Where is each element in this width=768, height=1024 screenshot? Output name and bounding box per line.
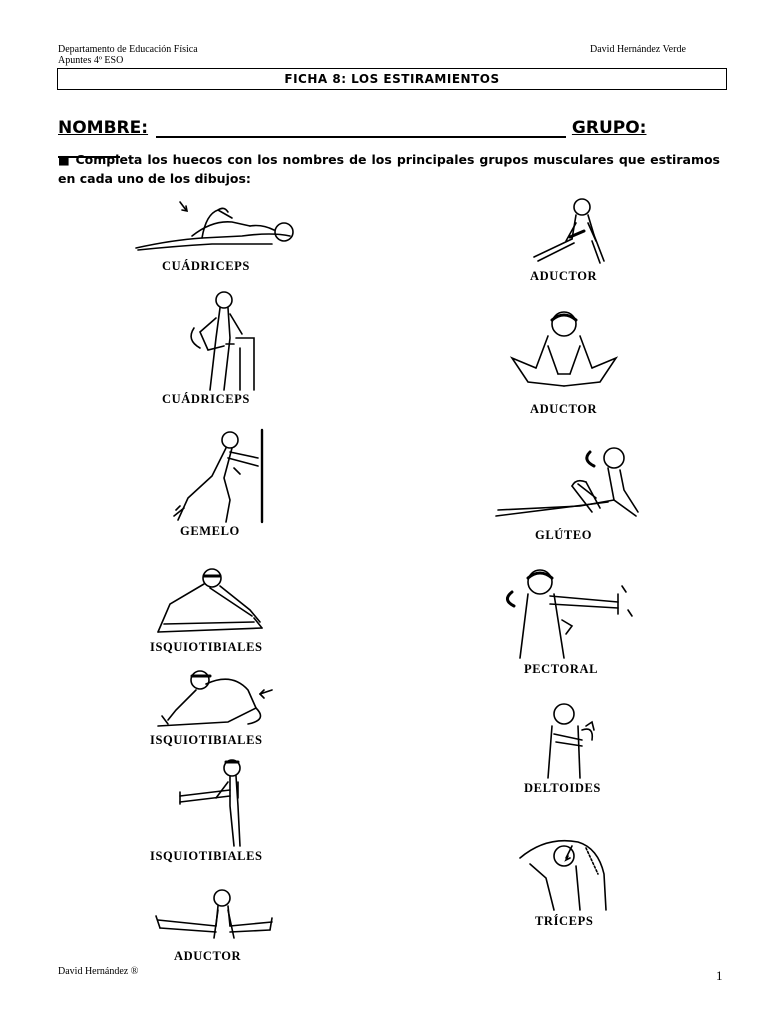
figure-calf-stretch	[170, 428, 270, 524]
label-right-4: PECTORAL	[524, 662, 599, 676]
page-title: FICHA 8: LOS ESTIRAMIENTOS	[57, 68, 727, 90]
figure-butterfly-adductor	[508, 306, 620, 396]
figure-seated-hamstring-2	[152, 664, 276, 732]
figure-lying-quad-stretch	[132, 192, 302, 258]
figure-seated-hamstring-1	[150, 564, 266, 636]
figure-standing-quad-stretch	[180, 288, 260, 394]
label-left-7: ADUCTOR	[174, 949, 242, 963]
header-author: David Hernández Verde	[590, 44, 686, 55]
label-right-1: ADUCTOR	[530, 269, 598, 283]
group-label: GRUPO:	[571, 118, 647, 138]
figure-seated-glute	[490, 440, 642, 524]
department-text: Departamento de Educación Física	[58, 44, 198, 55]
label-right-6: TRÍCEPS	[535, 914, 594, 928]
label-left-2: CUÁDRICEPS	[162, 392, 250, 406]
instruction-text: ■ Completa los huecos con los nombres de los principales grupos musculares que estiramos en cada uno de los dibujos:	[58, 152, 720, 186]
name-field[interactable]	[156, 121, 566, 138]
figure-triceps	[516, 834, 610, 912]
figure-straddle-adductor	[150, 884, 276, 946]
figure-pectoral	[500, 564, 634, 660]
figure-lunge-adductor	[530, 195, 616, 265]
label-right-5: DELTOIDES	[524, 781, 601, 795]
label-left-4: ISQUIOTIBIALES	[150, 640, 263, 654]
label-left-5: ISQUIOTIBIALES	[150, 733, 263, 747]
label-left-6: ISQUIOTIBIALES	[150, 849, 263, 863]
figure-deltoid	[538, 700, 600, 780]
footer-author: David Hernández ®	[58, 966, 139, 977]
page-number: 1	[716, 968, 723, 983]
course-text: Apuntes 4º ESO	[58, 55, 124, 66]
label-right-2: ADUCTOR	[530, 402, 598, 416]
label-left-3: GEMELO	[180, 524, 240, 538]
label-right-3: GLÚTEO	[535, 528, 593, 542]
figure-standing-hamstring	[176, 756, 256, 848]
label-left-1: CUÁDRICEPS	[162, 259, 250, 273]
name-label: NOMBRE:	[58, 118, 149, 138]
